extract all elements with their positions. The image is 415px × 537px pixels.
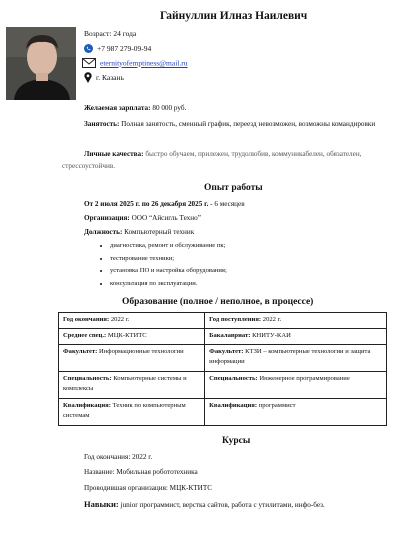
salary-label: Желаемая зарплата: [84,104,151,112]
skills-line [84,498,325,511]
skills-value: junior программист, верстка сайтов, работа с утилитами, инфо-без. [120,501,325,509]
education-title: Образование (полное / неполное, в процессе) [122,297,314,307]
org-label: Организация: [84,214,130,222]
table-row [59,313,387,329]
phone-number: +7 987 279-09-94 [97,44,152,54]
table-cell: Факультет: Информационные технологии [59,345,205,372]
duty-item: • консультация по эксплуатации. [110,278,376,291]
position-line [84,226,194,238]
employment-label: Занятость: [84,120,120,128]
age-text: Возраст: 24 года [84,29,137,38]
table-cell: Квалификация: Техник по компьютерным системам [59,399,205,426]
personal-label: Личные качества: [84,150,144,158]
table-row [59,372,387,399]
duty-item: • тестирование техники; [110,253,376,266]
table-row [59,345,387,372]
table-cell: Специальность: Инженерное программирование [205,372,387,399]
period-dates: От 2 июля 2025 г. по 26 декабря 2025 г. [84,200,209,208]
map-pin-icon [84,72,92,85]
experience-title: Опыт работы [204,183,263,193]
table-cell: Квалификация: программист [205,399,387,426]
duties-list-wrap [96,240,376,290]
education-table [58,312,387,426]
table-cell: Среднее спец.: МЦК-КТИТС [59,329,205,345]
email-link[interactable]: eternityofemptiness@mail.ru [100,58,188,68]
personal-value: быстро обучаем, прилежен, трудолюбив, коммуникабелен, обязателен, стрессоустойчив. [62,150,362,170]
table-cell: Факультет: КТЗИ – компьютерные технологии и защита информации [205,345,387,372]
org-value: ООО “Айсигль Техно” [131,214,201,222]
experience-period [84,198,245,210]
period-duration: - 6 месяцев [210,200,245,208]
location-row [84,72,124,85]
duty-item: • установка ПО и настройка оборудования; [110,265,376,278]
personal-line [62,148,384,172]
employment-line [62,118,384,130]
course-name: Название: Мобильная робототехника [84,468,198,476]
skills-label: Навыки: [84,499,119,509]
phone-row [84,44,151,55]
salary-value: 80 000 руб. [152,104,187,112]
duties-list [96,240,376,290]
envelope-icon [82,58,96,70]
position-value: Компьютерный техник [124,228,195,236]
profile-photo [6,27,76,100]
table-cell: Специальность: Компьютерные системы и комплексы [59,372,205,399]
phone-icon [84,44,93,55]
course-year: Год окончания: 2022 г. [84,453,153,461]
candidate-name: Гайнуллин Илназ Наилевич [160,10,308,22]
employment-value: Полная занятость, сменный график, переезд невозможен, возможны командировки [121,120,376,128]
table-cell: Год окончания: 2022 г. [59,313,205,329]
course-org: Проводившая организация: МЦК-КТИТС [84,484,213,492]
table-cell: Год поступления: 2022 г. [205,313,387,329]
email-row [82,58,188,70]
position-label: Должность: [84,228,123,236]
organization-line [84,212,201,224]
courses-title: Курсы [222,436,251,446]
table-cell: Бакалавриат: КНИТУ-КАИ [205,329,387,345]
salary-line [84,102,186,114]
table-row [59,329,387,345]
duty-item: • диагностика, ремонт и обслуживание пк; [110,240,376,253]
table-row [59,399,387,426]
city-text: г. Казань [96,73,124,83]
